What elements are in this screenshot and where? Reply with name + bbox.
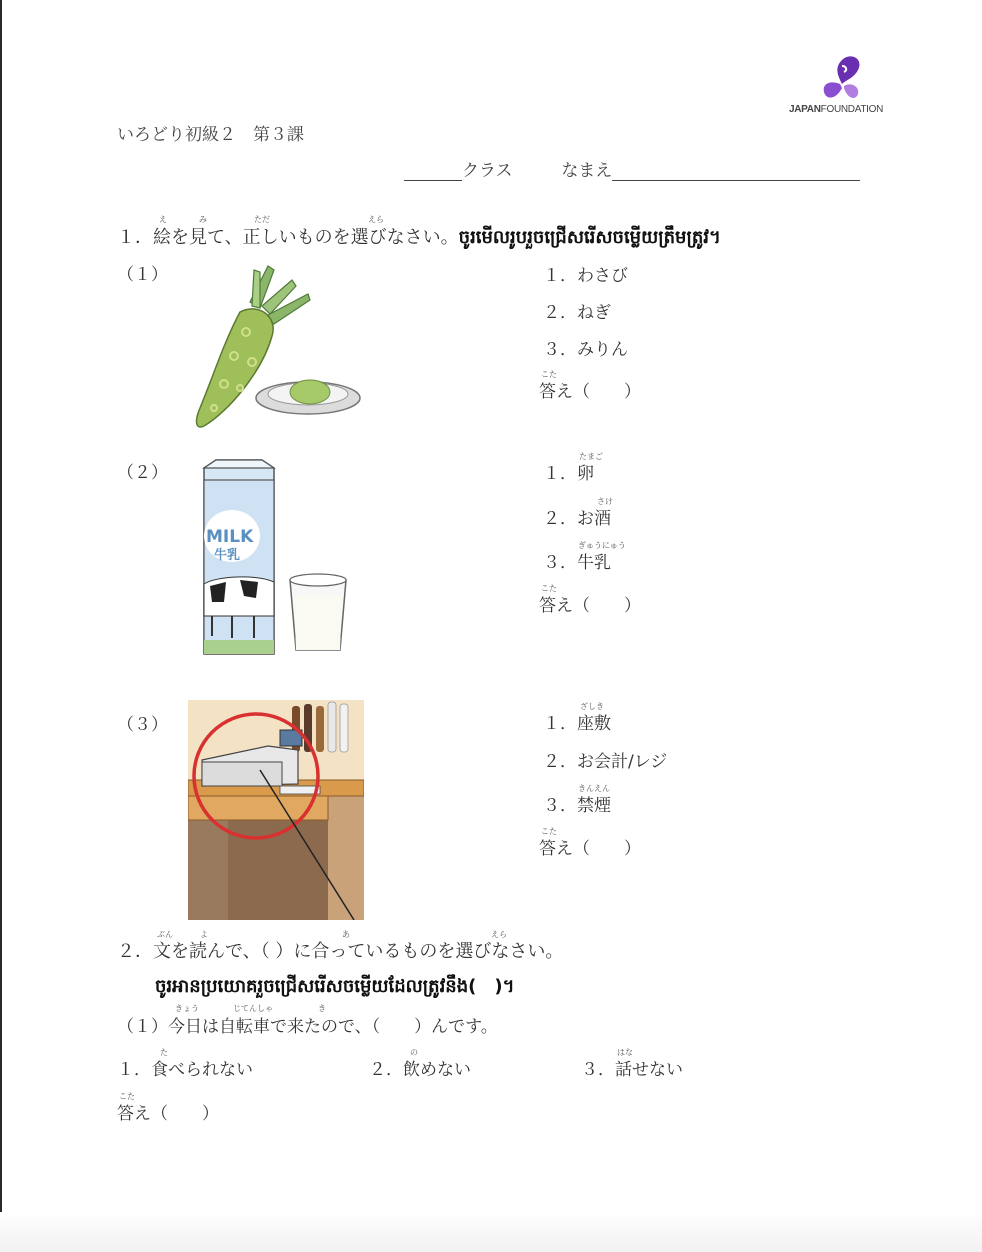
item1-option-3[interactable]: ３．みりん — [543, 340, 628, 360]
milk-illustration — [196, 456, 352, 656]
furigana-kinen: きんえん — [578, 784, 610, 793]
class-name-row — [404, 156, 860, 181]
furigana-e: え — [159, 215, 167, 224]
q2-answer[interactable]: 答え（ ） — [117, 1104, 219, 1124]
item3-answer[interactable]: 答え（ ） — [539, 839, 641, 859]
q1-instruction-ja: １．絵を見て、正しいものを選びなさい。 — [117, 227, 459, 248]
furigana-hana: はな — [617, 1048, 633, 1057]
furigana-kyou: きょう — [175, 1004, 199, 1013]
furigana-yo: よ — [200, 930, 208, 939]
furigana-gyuunyuu: ぎゅうにゅう — [578, 541, 626, 550]
japan-foundation-logo-icon — [820, 54, 866, 104]
q2-instruction-kh: ចូរអានប្រយោគរួចជ្រើសរើសចម្លើយដែលត្រូវនឹង( )។ — [155, 976, 515, 997]
q2-sentence: （１）今日は自転車で来たので、（ ）んです。 — [117, 1017, 498, 1037]
milk-label: MILK — [206, 527, 254, 547]
item3-option-2[interactable]: ２．お会計/レジ — [543, 752, 668, 772]
item1-option-1[interactable]: １．わさび — [543, 266, 628, 286]
item2-option-3[interactable]: ３．牛乳 — [543, 553, 611, 573]
q1-instruction-kh: ចូរមើលរូបរួចជ្រើសរើសចម្លើយត្រឹមត្រូវ។ — [458, 227, 721, 248]
furigana-sake: さけ — [597, 497, 613, 506]
furigana-kota-3: こた — [541, 827, 557, 836]
item2-number: （２） — [117, 463, 168, 483]
q2-option-2[interactable]: ２．飲めない — [369, 1060, 471, 1080]
class-label: クラス — [462, 161, 513, 181]
furigana-bun: ぶん — [157, 930, 173, 939]
furigana-era-2: えら — [491, 930, 507, 939]
q1-instruction — [117, 223, 721, 252]
page-bottom-fade — [0, 1212, 982, 1252]
logo-text-bold: JAPAN — [789, 104, 821, 115]
furigana-era: えら — [368, 215, 384, 224]
furigana-kota-2: こた — [541, 584, 557, 593]
furigana-zashiki: ざしき — [580, 702, 604, 711]
name-blank[interactable] — [612, 164, 860, 181]
register-illustration — [188, 700, 364, 920]
q2-option-1[interactable]: １．食べられない — [117, 1060, 253, 1080]
furigana-ta: た — [160, 1048, 168, 1057]
wasabi-illustration — [190, 262, 362, 430]
page-border — [0, 0, 2, 1252]
item1-option-2[interactable]: ２．ねぎ — [543, 303, 611, 323]
logo-text-light: FOUNDATION — [820, 104, 884, 115]
item2-option-2[interactable]: ２．お酒 — [543, 509, 611, 529]
furigana-mi: み — [199, 215, 207, 224]
item3-option-1[interactable]: １．座敷 — [543, 714, 611, 734]
furigana-jitensha: じてんしゃ — [233, 1004, 273, 1013]
course-title: いろどり初級２ 第３課 — [117, 125, 304, 145]
furigana-tamago: たまご — [579, 452, 603, 461]
milk-kanji: 牛乳 — [214, 548, 241, 563]
furigana-ki: き — [318, 1004, 326, 1013]
name-label: なまえ — [561, 161, 613, 181]
class-blank[interactable] — [404, 164, 462, 181]
logo-text — [789, 104, 883, 115]
q2-option-3[interactable]: ３．話せない — [581, 1060, 683, 1080]
item2-answer[interactable]: 答え（ ） — [539, 596, 641, 616]
furigana-tada: ただ — [254, 215, 270, 224]
item1-number: （１） — [117, 265, 168, 285]
item3-option-3[interactable]: ３．禁煙 — [543, 796, 611, 816]
furigana-kota-4: こた — [119, 1092, 135, 1101]
item3-number: （３） — [117, 715, 168, 735]
furigana-a: あ — [342, 930, 350, 939]
q2-instruction: ２．文を読んで、（ ）に合っているものを選びなさい。 — [117, 941, 564, 962]
furigana-kota-1: こた — [541, 370, 557, 379]
furigana-no: の — [410, 1048, 418, 1057]
item1-answer[interactable]: 答え（ ） — [539, 382, 641, 402]
item2-option-1[interactable]: １．卵 — [543, 464, 594, 484]
